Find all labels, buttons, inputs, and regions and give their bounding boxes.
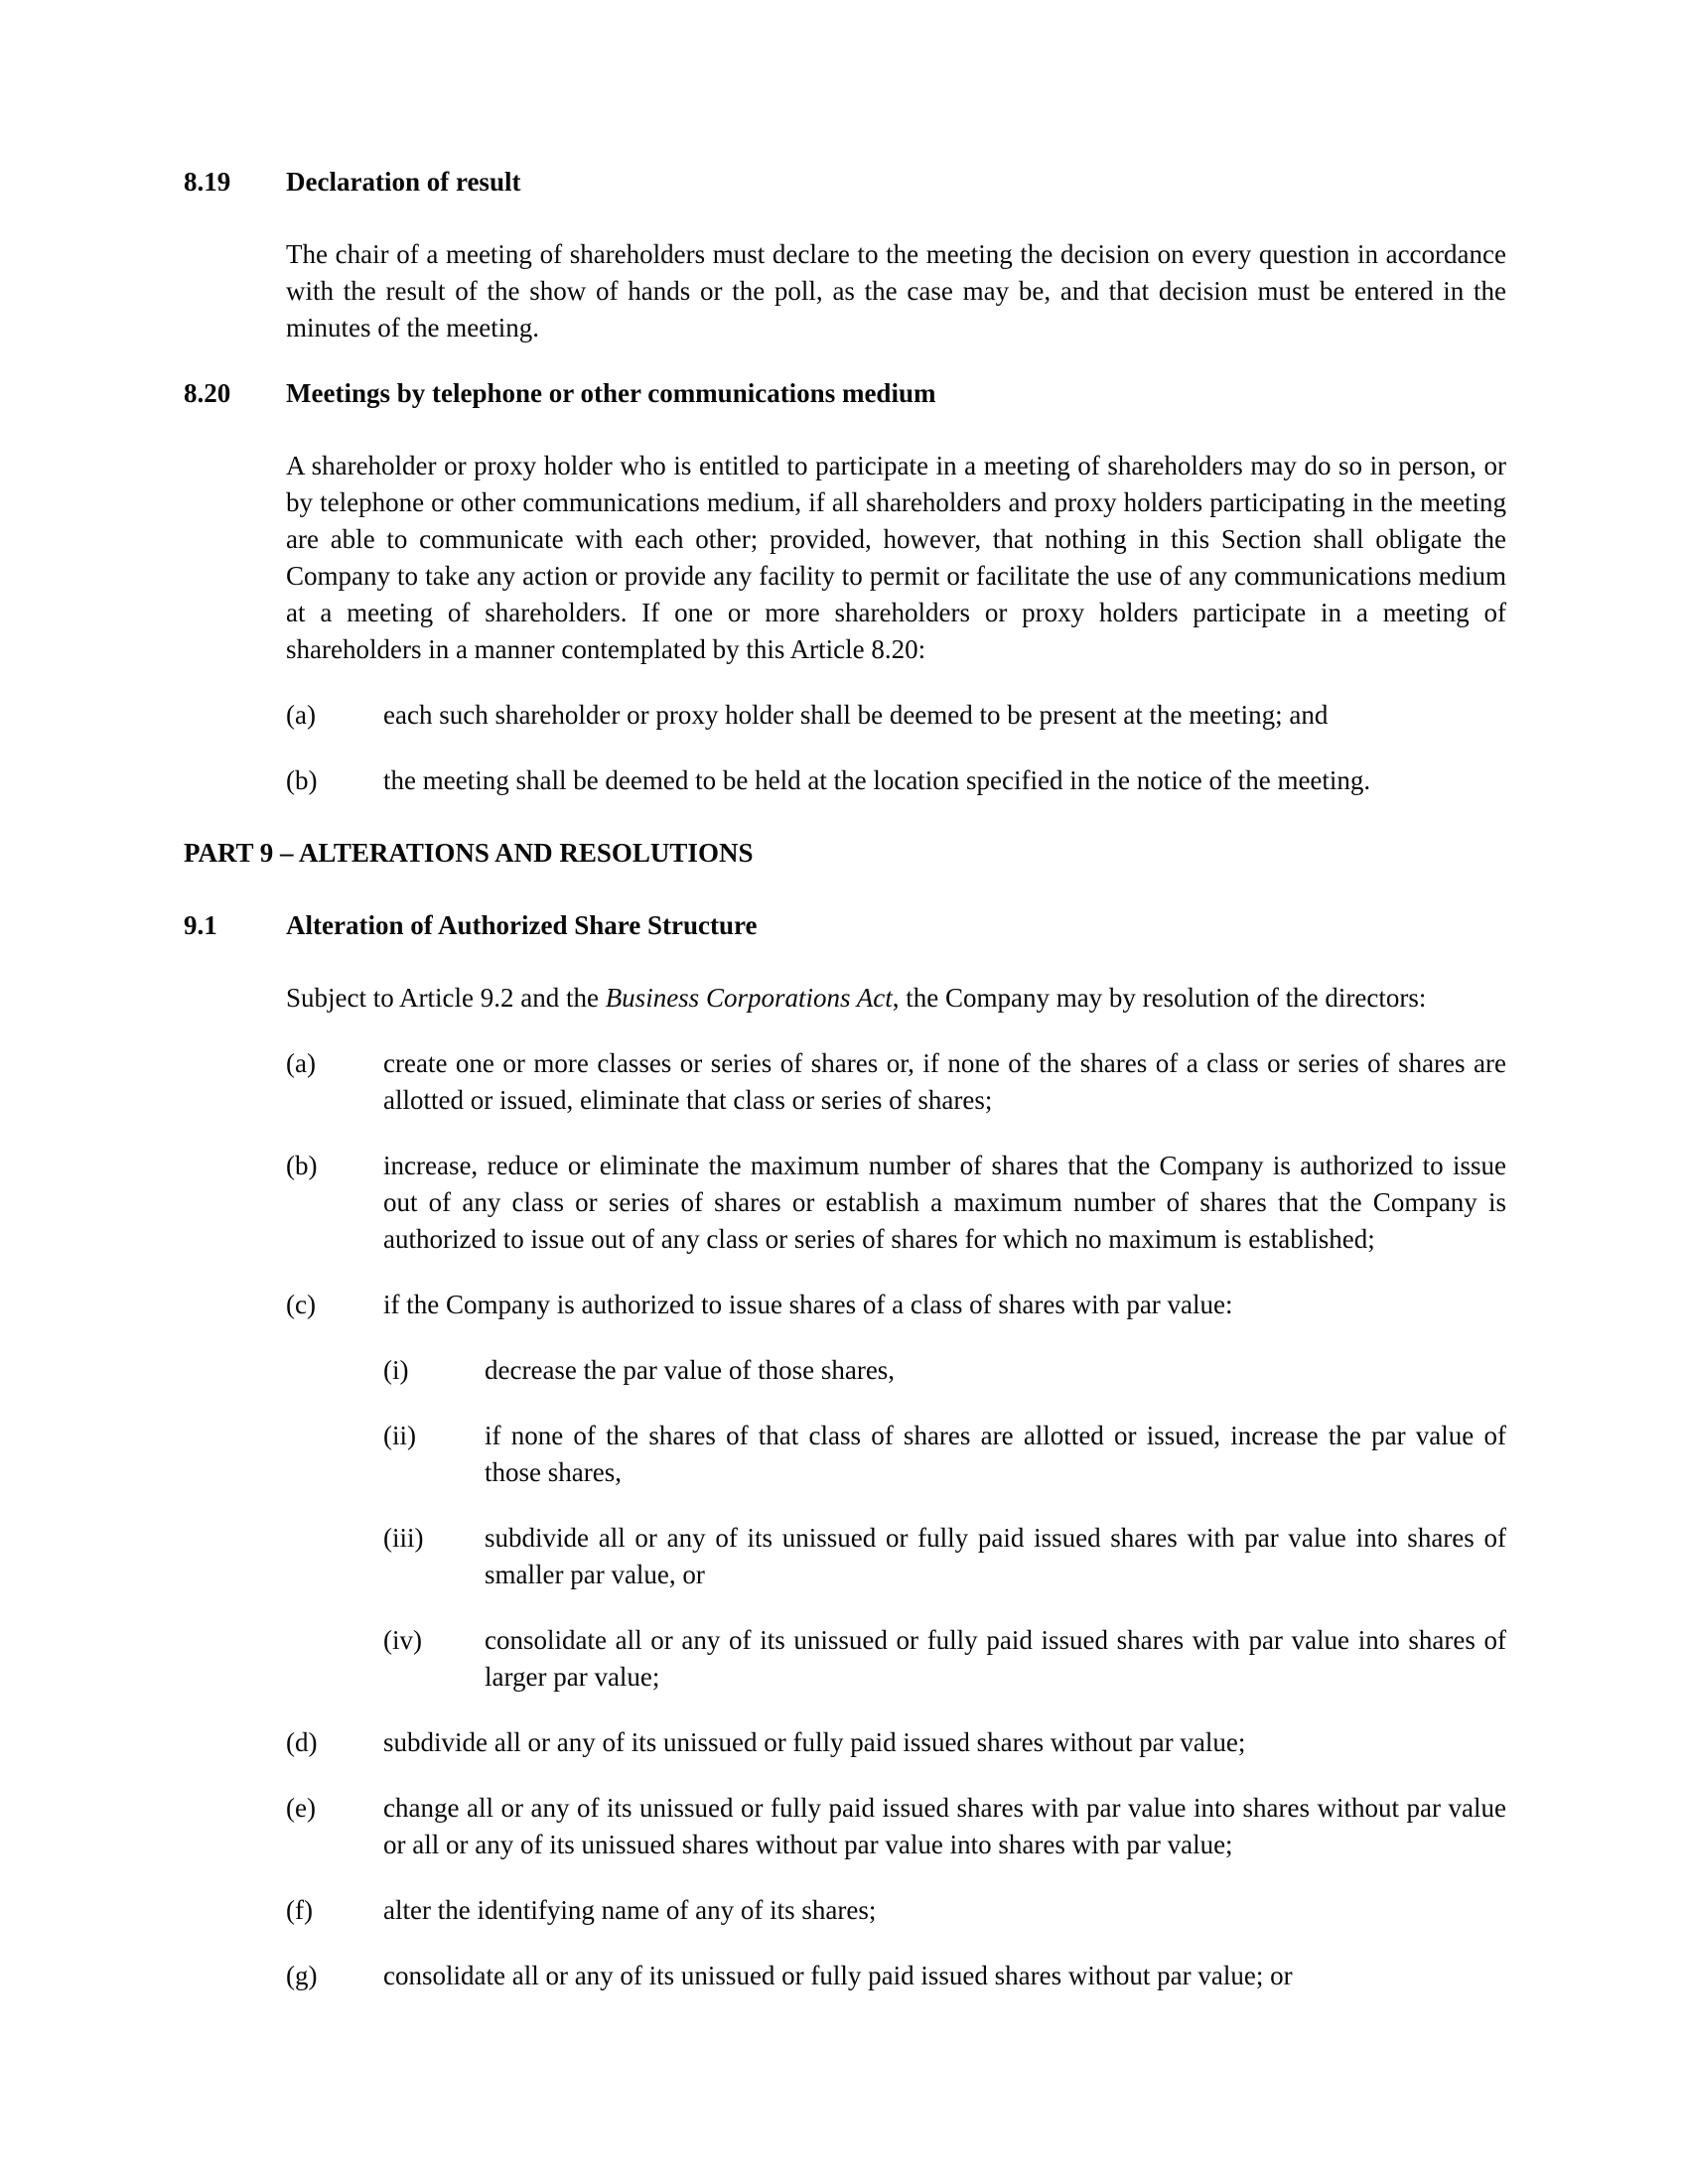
- item-text: create one or more classes or series of shares or, if none of the shares of a class or series of shares are allotted or issued, eliminate that class or series of shares;: [383, 1048, 1506, 1115]
- item-label: (d): [286, 1727, 318, 1757]
- section-heading-9-1: [184, 907, 1506, 944]
- section-heading-8-19: [184, 164, 1506, 201]
- list-item: [286, 697, 1506, 734]
- item-label: (f): [286, 1895, 313, 1925]
- item-label: (a): [286, 700, 316, 730]
- item-label: (a): [286, 1048, 316, 1078]
- list-item: [286, 1892, 1506, 1929]
- section-number: 8.19: [184, 167, 231, 197]
- list-item: [286, 1958, 1506, 1994]
- item-label: (b): [286, 765, 318, 795]
- section-title: Declaration of result: [286, 167, 521, 197]
- item-text: if the Company is authorized to issue shares of a class of shares with par value:: [383, 1290, 1233, 1319]
- item-label: (iii): [383, 1523, 424, 1553]
- paragraph: A shareholder or proxy holder who is entitled to participate in a meeting of shareholders may do so in person, or by telephone or other communications medium, if all shareholders and proxy holders participating in the meeting are able to communicate with each other; provided, however, that nothing in this Section shall obligate the Company to take any action or provide any facility to permit or facilitate the use of any communications medium at a meeting of shareholders. If one or more shareholders or proxy holders participate in a meeting of shareholders in a manner contemplated by this Article 8.20:: [286, 451, 1506, 664]
- item-text: consolidate all or any of its unissued or fully paid issued shares with par value into shares of larger par value;: [485, 1625, 1506, 1692]
- list-subitem: [383, 1622, 1506, 1696]
- section-title: Alteration of Authorized Share Structure: [286, 910, 758, 940]
- item-text: increase, reduce or eliminate the maximum number of shares that the Company is authorized to issue out of any class or series of shares or establish a maximum number of shares that the Company is authorized to issue out of any class or series of shares for which no maximum is established;: [383, 1151, 1506, 1254]
- list-subitem: [383, 1418, 1506, 1491]
- item-label: (iv): [383, 1625, 422, 1655]
- list-item: [286, 1287, 1506, 1323]
- item-label: (e): [286, 1793, 316, 1823]
- item-text: consolidate all or any of its unissued or fully paid issued shares without par value; or: [383, 1961, 1293, 1990]
- list-item: [286, 762, 1506, 799]
- item-text: subdivide all or any of its unissued or fully paid issued shares with par value into shares of smaller par value, or: [485, 1523, 1506, 1589]
- paragraph: [286, 980, 1506, 1017]
- list-item: [286, 1724, 1506, 1761]
- list-item: [286, 1045, 1506, 1119]
- item-text: subdivide all or any of its unissued or fully paid issued shares without par value;: [383, 1727, 1246, 1757]
- section-heading-8-20: [184, 375, 1506, 412]
- item-text: change all or any of its unissued or fully paid issued shares with par value into shares without par value or all or any of its unissued shares without par value into shares with par value;: [383, 1793, 1506, 1859]
- paragraph: The chair of a meeting of shareholders must declare to the meeting the decision on every question in accordance with the result of the show of hands or the poll, as the case may be, and that decision must be entered in the minutes of the meeting.: [286, 239, 1506, 342]
- list-subitem: [383, 1352, 1506, 1389]
- item-label: (c): [286, 1290, 316, 1319]
- item-label: (i): [383, 1355, 409, 1385]
- intro-post: , the Company may by resolution of the directors:: [892, 983, 1427, 1013]
- section-number: 8.20: [184, 378, 231, 408]
- item-label: (b): [286, 1151, 318, 1180]
- list-item: [286, 1148, 1506, 1258]
- item-text: each such shareholder or proxy holder shall be deemed to be present at the meeting; and: [383, 700, 1329, 730]
- intro-pre: Subject to Article 9.2 and the: [286, 983, 606, 1013]
- section-title: Meetings by telephone or other communications medium: [286, 378, 936, 408]
- part-heading: PART 9 – ALTERATIONS AND RESOLUTIONS: [184, 838, 754, 868]
- section-number: 9.1: [184, 910, 217, 940]
- intro-italic: Business Corporations Act: [605, 983, 893, 1013]
- item-text: the meeting shall be deemed to be held at the location specified in the notice of the meeting.: [383, 765, 1371, 795]
- list-item: [286, 1790, 1506, 1863]
- item-text: alter the identifying name of any of its shares;: [383, 1895, 877, 1925]
- item-label: (g): [286, 1961, 318, 1990]
- list-subitem: [383, 1520, 1506, 1593]
- item-text: if none of the shares of that class of shares are allotted or issued, increase the par value of those shares,: [485, 1421, 1506, 1487]
- item-text: decrease the par value of those shares,: [485, 1355, 896, 1385]
- item-label: (ii): [383, 1421, 416, 1450]
